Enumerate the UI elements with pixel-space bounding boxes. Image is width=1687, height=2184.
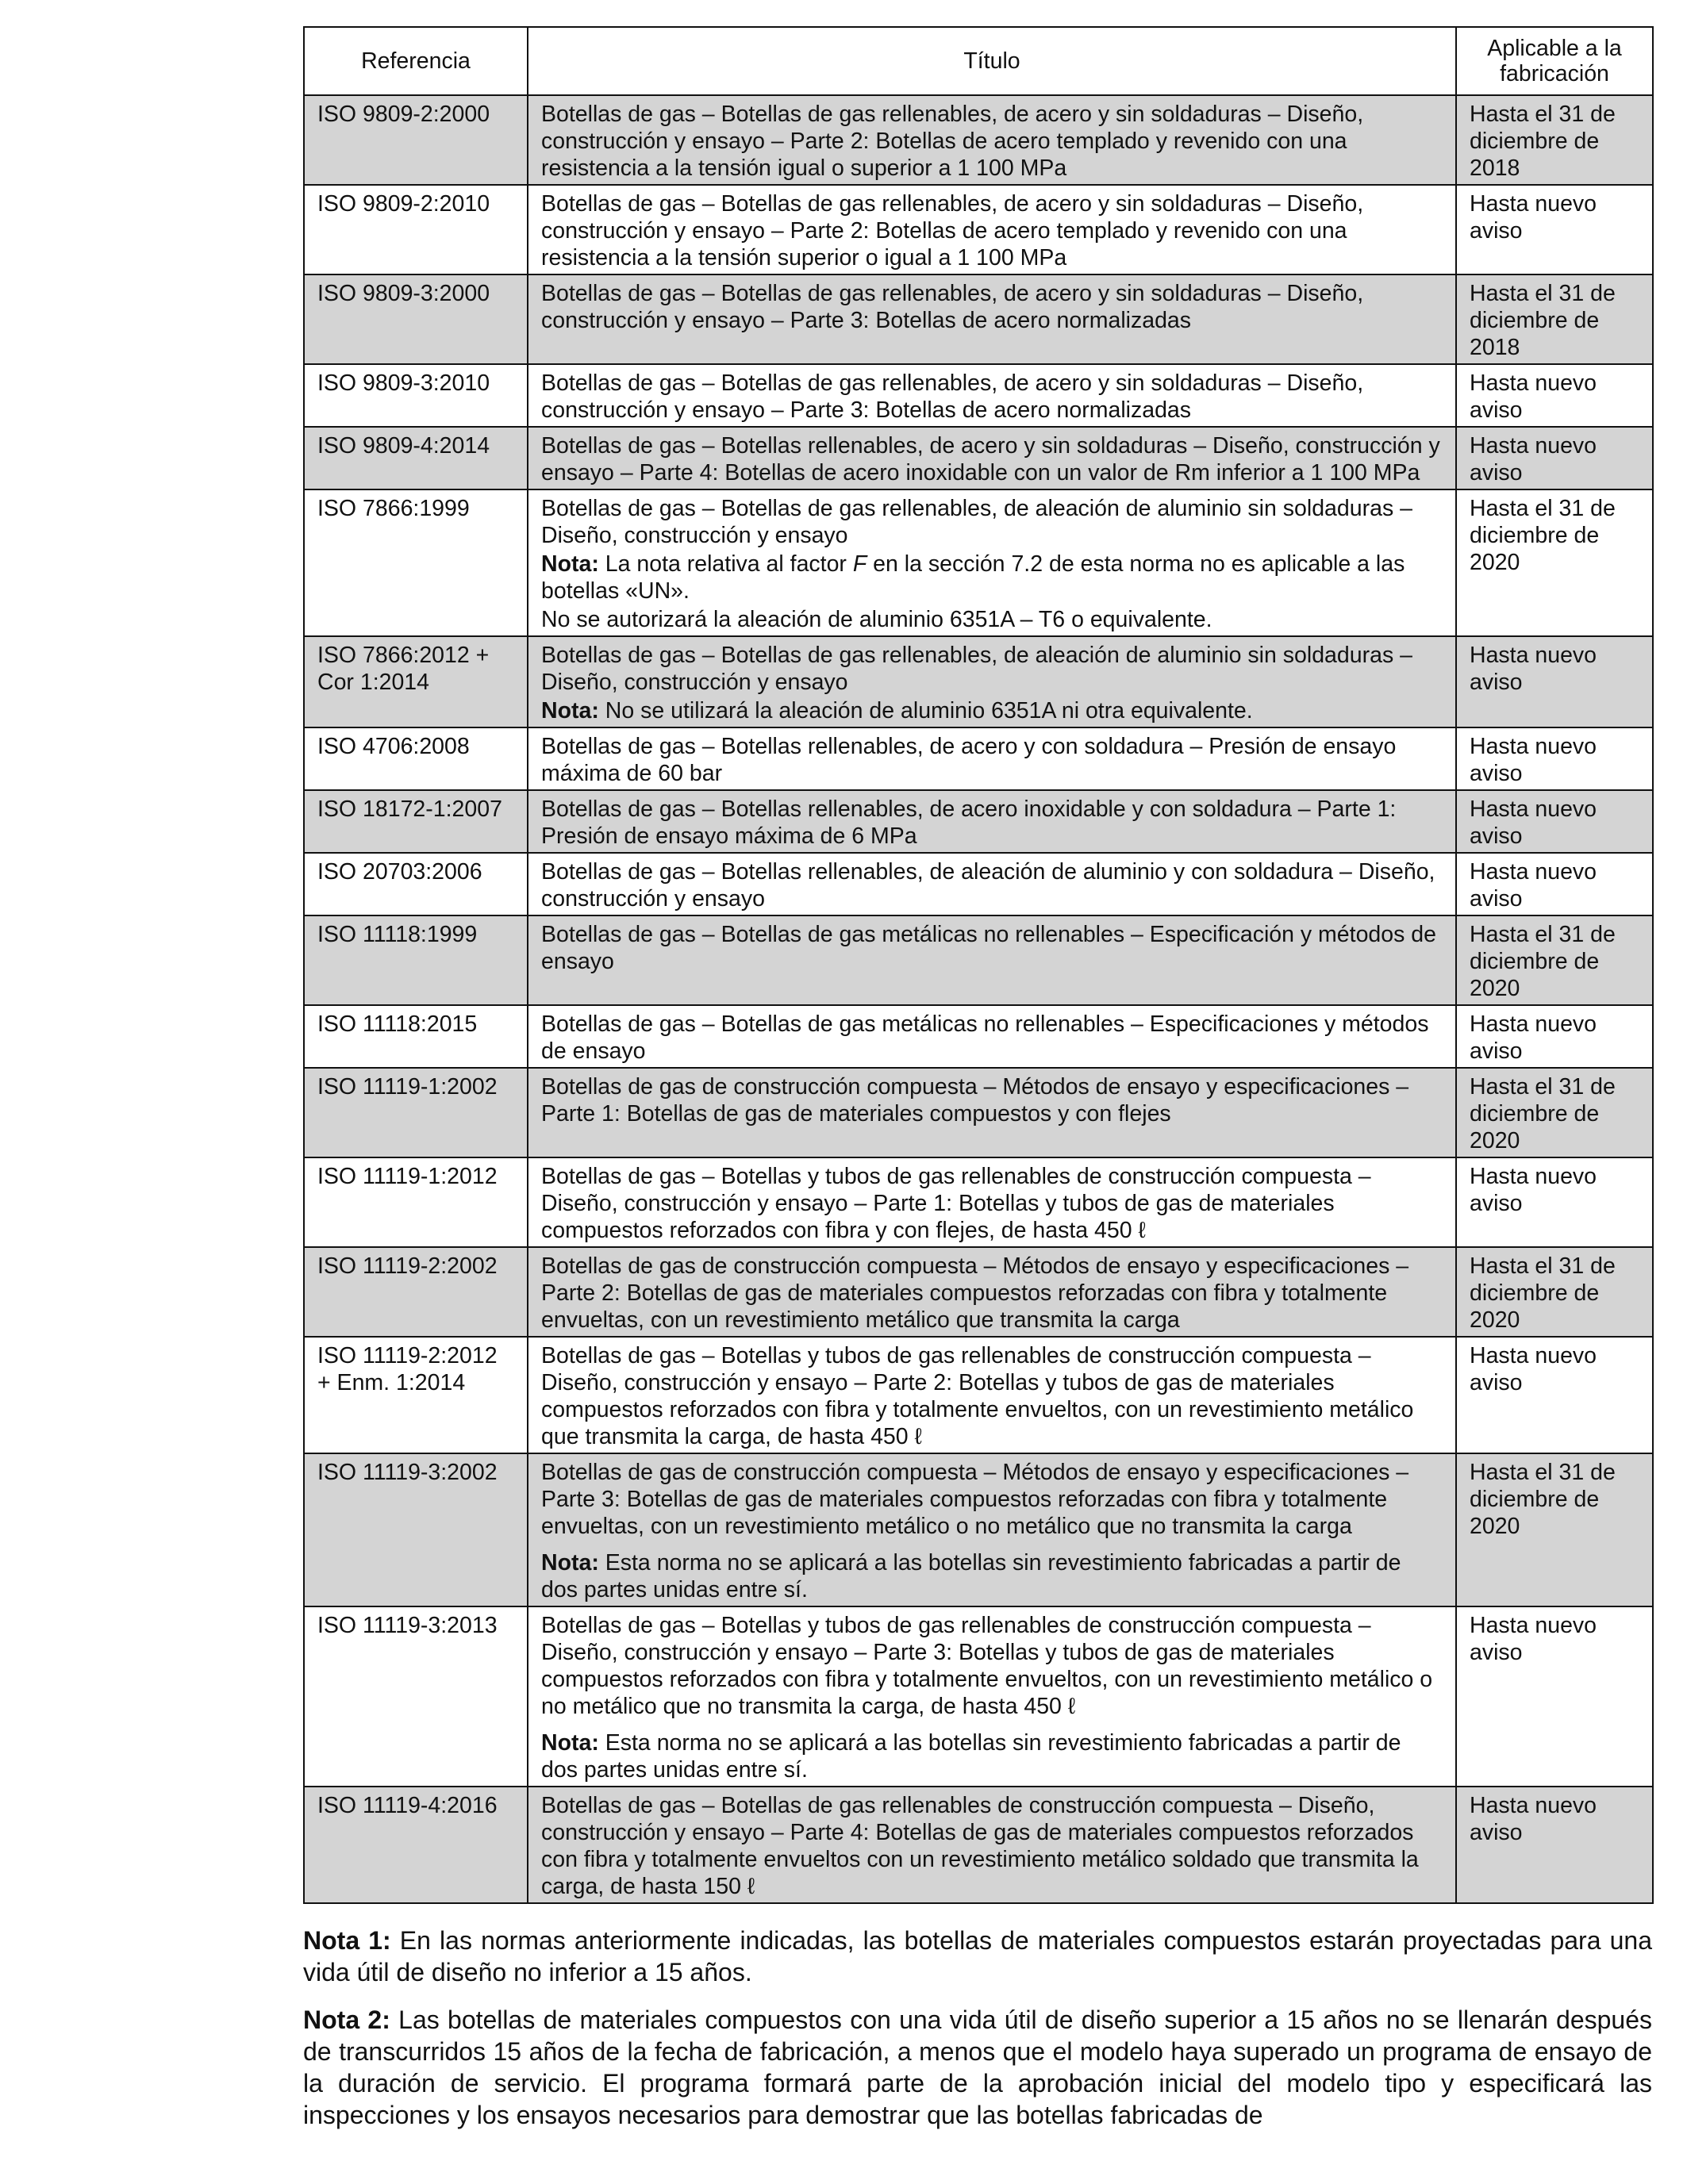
cell-title (528, 1157, 1456, 1247)
cell-title (528, 1787, 1456, 1903)
cell-title (528, 95, 1456, 185)
cell-reference: ISO 11119-1:2012 (304, 1157, 528, 1247)
cell-reference: ISO 4706:2008 (304, 727, 528, 790)
title-text: Botellas de gas de construcción compuesta – Métodos de ensayo y especificaciones – Parte 1: Botellas de gas de materiales compuestos y con flejes (541, 1074, 1409, 1127)
footnote-label: Nota 2: (303, 2006, 390, 2034)
cell-title (528, 364, 1456, 427)
cell-reference: ISO 11119-1:2002 (304, 1068, 528, 1157)
cell-title (528, 915, 1456, 1005)
cell-reference: ISO 7866:1999 (304, 489, 528, 636)
header-reference: Referencia (304, 27, 528, 95)
cell-applicable: Hasta nuevo aviso (1456, 1606, 1653, 1787)
table-row (304, 853, 1653, 915)
cell-applicable: Hasta nuevo aviso (1456, 427, 1653, 489)
cell-title (528, 1005, 1456, 1068)
note-factor: F (852, 551, 867, 577)
cell-applicable: Hasta nuevo aviso (1456, 185, 1653, 274)
cell-reference: ISO 11119-4:2016 (304, 1787, 528, 1903)
cell-reference: ISO 9809-3:2000 (304, 274, 528, 364)
note-text: No se utilizará la aleación de aluminio 6351A ni otra equivalente. (598, 698, 1253, 724)
cell-title (528, 790, 1456, 853)
table-row (304, 1157, 1653, 1247)
title-text: Botellas de gas – Botellas y tubos de gas rellenables de construcción compuesta – Diseño, construcción y ensayo – Parte 1: Botellas y tubos de gas de materiales compuestos reforzados con fibra y con flejes, de hasta 450 ℓ (541, 1164, 1371, 1243)
cell-applicable: Hasta nuevo aviso (1456, 636, 1653, 727)
cell-reference: ISO 7866:2012 + Cor 1:2014 (304, 636, 528, 727)
cell-applicable: Hasta nuevo aviso (1456, 853, 1653, 915)
cell-reference: ISO 11118:1999 (304, 915, 528, 1005)
table-row (304, 1247, 1653, 1337)
title-text: Botellas de gas – Botellas de gas metálicas no rellenables – Especificaciones y métodos de ensayo (541, 1011, 1429, 1064)
row-note (541, 697, 1443, 724)
header-applicable: Aplicable a la fabricación (1456, 27, 1653, 95)
cell-applicable: Hasta nuevo aviso (1456, 1005, 1653, 1068)
cell-applicable: Hasta el 31 de diciembre de 2020 (1456, 1453, 1653, 1606)
cell-applicable: Hasta el 31 de diciembre de 2020 (1456, 1068, 1653, 1157)
title-text: Botellas de gas – Botellas y tubos de gas rellenables de construcción compuesta – Diseño, construcción y ensayo – Parte 3: Botellas y tubos de gas de materiales compuestos reforzados con fibra y totalmente envueltos, con un revestimiento metálico o no metálico que no transmita la carga, de hasta 450 ℓ (541, 1613, 1433, 1719)
footnote-text: Las botellas de materiales compuestos con una vida útil de diseño superior a 15 años no se llenarán después de transcurridos 15 años de la fecha de fabricación, a menos que el modelo haya superado un programa de ensayo de la duración de servicio. El programa formará parte de la aprobación inicial del modelo tipo y especificará las inspecciones y los ensayos necesarios para demostrar que las botellas fabricadas de (303, 2006, 1653, 2129)
title-text: Botellas de gas – Botellas rellenables, de acero y con soldadura – Presión de ensayo máxima de 60 bar (541, 734, 1397, 786)
title-text: Botellas de gas – Botellas rellenables, de aleación de aluminio y con soldadura – Diseño, construcción y ensayo (541, 859, 1435, 912)
row-note (541, 1729, 1443, 1783)
note-text: Esta norma no se aplicará a las botellas sin revestimiento fabricadas a partir de dos partes unidas entre sí. (541, 1730, 1401, 1783)
table-row (304, 1005, 1653, 1068)
cell-title (528, 489, 1456, 636)
note-label: Nota: (541, 1730, 599, 1756)
cell-title (528, 427, 1456, 489)
row-note (541, 551, 1443, 605)
cell-applicable: Hasta el 31 de diciembre de 2020 (1456, 1247, 1653, 1337)
title-text: Botellas de gas – Botellas de gas rellenables, de acero y sin soldaduras – Diseño, construcción y ensayo – Parte 2: Botellas de acero templado y revenido con una resistencia a la tensión superior o igual a 1 100 MPa (541, 191, 1364, 271)
table-row (304, 915, 1653, 1005)
cell-title (528, 1606, 1456, 1787)
table-row (304, 185, 1653, 274)
footnotes (303, 1925, 1652, 2131)
cell-applicable: Hasta nuevo aviso (1456, 790, 1653, 853)
cell-title (528, 185, 1456, 274)
title-text: Botellas de gas de construcción compuesta – Métodos de ensayo y especificaciones – Parte 2: Botellas de gas de materiales compuestos reforzadas con fibra y totalmente envueltas, con un revestimiento metálico que transmita la carga (541, 1253, 1409, 1333)
cell-reference: ISO 9809-3:2010 (304, 364, 528, 427)
cell-title (528, 1453, 1456, 1606)
row-note (541, 1549, 1443, 1603)
footnote-2 (303, 2004, 1652, 2131)
table-row (304, 727, 1653, 790)
cell-title (528, 1337, 1456, 1453)
cell-reference: ISO 20703:2006 (304, 853, 528, 915)
title-text: Botellas de gas de construcción compuesta – Métodos de ensayo y especificaciones – Parte 3: Botellas de gas de materiales compuestos reforzadas con fibra y totalmente envueltas, con un revestimiento metálico o no metálico que no transmita la carga (541, 1460, 1409, 1539)
note-text: en la sección 7.2 de esta norma no es aplicable a las botellas «UN». (541, 551, 1405, 604)
cell-title (528, 853, 1456, 915)
title-text: Botellas de gas – Botellas de gas rellenables, de acero y sin soldaduras – Diseño, construcción y ensayo – Parte 3: Botellas de acero normalizadas (541, 370, 1364, 423)
cell-title (528, 636, 1456, 727)
table-row (304, 1337, 1653, 1453)
table-row (304, 364, 1653, 427)
footnote-1 (303, 1925, 1652, 1988)
note-label: Nota: (541, 551, 599, 577)
document-page (303, 26, 1652, 2147)
table-row (304, 1453, 1653, 1606)
row-extra-text: No se autorizará la aleación de aluminio 6351A – T6 o equivalente. (541, 607, 1212, 632)
title-text: Botellas de gas – Botellas y tubos de gas rellenables de construcción compuesta – Diseño, construcción y ensayo – Parte 2: Botellas y tubos de gas de materiales compuestos reforzados con fibra y totalmente envueltos, con un revestimiento metálico que transmita la carga, de hasta 450 ℓ (541, 1343, 1414, 1449)
cell-reference: ISO 11119-2:2002 (304, 1247, 528, 1337)
title-text: Botellas de gas – Botellas rellenables, de acero y sin soldaduras – Diseño, construcción y ensayo – Parte 4: Botellas de acero inoxidable con un valor de Rm inferior a 1 100 MPa (541, 433, 1440, 486)
note-label: Nota: (541, 1550, 599, 1576)
cell-reference: ISO 11119-3:2013 (304, 1606, 528, 1787)
cell-applicable: Hasta nuevo aviso (1456, 727, 1653, 790)
header-title: Título (528, 27, 1456, 95)
cell-title (528, 727, 1456, 790)
title-text: Botellas de gas – Botellas de gas rellenables, de acero y sin soldaduras – Diseño, construcción y ensayo – Parte 2: Botellas de acero templado y revenido con una resistencia a la tensión igual o superior a 1 100 MPa (541, 102, 1364, 181)
footnote-label: Nota 1: (303, 1926, 391, 1955)
note-label: Nota: (541, 698, 599, 724)
cell-applicable: Hasta el 31 de diciembre de 2018 (1456, 95, 1653, 185)
table-header-row (304, 27, 1653, 95)
table-row (304, 489, 1653, 636)
cell-title (528, 1247, 1456, 1337)
title-text: Botellas de gas – Botellas de gas rellenables, de acero y sin soldaduras – Diseño, construcción y ensayo – Parte 3: Botellas de acero normalizadas (541, 281, 1364, 333)
table-row (304, 274, 1653, 364)
cell-applicable: Hasta el 31 de diciembre de 2020 (1456, 915, 1653, 1005)
title-text: Botellas de gas – Botellas de gas metálicas no rellenables – Especificación y métodos de ensayo (541, 922, 1436, 974)
cell-reference: ISO 11119-2:2012 + Enm. 1:2014 (304, 1337, 528, 1453)
cell-reference: ISO 11119-3:2002 (304, 1453, 528, 1606)
note-text: La nota relativa al factor (598, 551, 853, 577)
title-text: Botellas de gas – Botellas de gas rellenables, de aleación de aluminio sin soldaduras – Diseño, construcción y ensayo (541, 643, 1412, 695)
table-row (304, 1068, 1653, 1157)
cell-applicable: Hasta el 31 de diciembre de 2020 (1456, 489, 1653, 636)
table-row (304, 95, 1653, 185)
title-text: Botellas de gas – Botellas rellenables, de acero inoxidable y con soldadura – Parte 1: Presión de ensayo máxima de 6 MPa (541, 796, 1397, 849)
note-text: Esta norma no se aplicará a las botellas sin revestimiento fabricadas a partir de dos partes unidas entre sí. (541, 1550, 1401, 1602)
cell-applicable: Hasta el 31 de diciembre de 2018 (1456, 274, 1653, 364)
cell-reference: ISO 9809-2:2000 (304, 95, 528, 185)
cell-reference: ISO 11118:2015 (304, 1005, 528, 1068)
cell-reference: ISO 9809-4:2014 (304, 427, 528, 489)
footnote-text: En las normas anteriormente indicadas, las botellas de materiales compuestos estarán proyectadas para una vida útil de diseño no inferior a 15 años. (303, 1926, 1653, 1986)
cell-applicable: Hasta nuevo aviso (1456, 1157, 1653, 1247)
title-text: Botellas de gas – Botellas de gas rellenables de construcción compuesta – Diseño, construcción y ensayo – Parte 4: Botellas de gas de materiales compuestos reforzados con fibra y totalmente envueltos con un revestimiento metálico soldado que transmita la carga, de hasta 150 ℓ (541, 1793, 1419, 1899)
cell-reference: ISO 9809-2:2010 (304, 185, 528, 274)
cell-reference: ISO 18172-1:2007 (304, 790, 528, 853)
table-row (304, 790, 1653, 853)
cell-title (528, 1068, 1456, 1157)
cell-applicable: Hasta nuevo aviso (1456, 1337, 1653, 1453)
cell-title (528, 274, 1456, 364)
cell-applicable: Hasta nuevo aviso (1456, 364, 1653, 427)
title-text: Botellas de gas – Botellas de gas rellenables, de aleación de aluminio sin soldaduras – Diseño, construcción y ensayo (541, 496, 1412, 548)
cell-applicable: Hasta nuevo aviso (1456, 1787, 1653, 1903)
table-row (304, 427, 1653, 489)
standards-table (303, 26, 1654, 1904)
table-body (304, 95, 1653, 1903)
table-row (304, 636, 1653, 727)
table-row (304, 1787, 1653, 1903)
table-row (304, 1606, 1653, 1787)
